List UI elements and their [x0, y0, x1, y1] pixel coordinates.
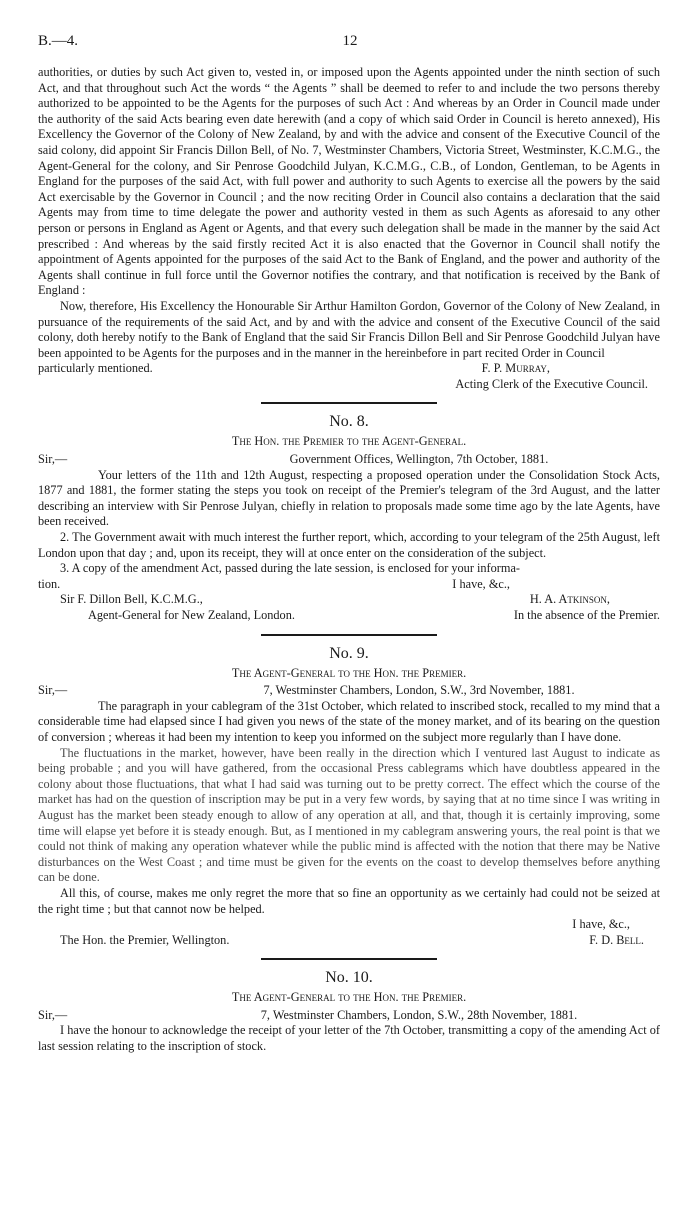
document-reference: B.—4. [38, 33, 79, 49]
letter-address-row [38, 1008, 660, 1024]
document-body [38, 65, 660, 1055]
signature-row-2 [38, 608, 660, 624]
signer-name: F. D. Bell. [589, 932, 644, 947]
letter-paragraph-3: All this, of course, makes me only regret the more that so fine an opportunity as we certainly had could not be seized at the right time ; but that cannot now be helped. [38, 885, 660, 916]
section-divider [261, 958, 437, 960]
page-header [38, 33, 662, 53]
letter-route: The Hon. the Premier to the Agent-General. [231, 434, 467, 449]
salutation: Sir,— [38, 452, 68, 467]
signature-row-1 [38, 592, 660, 608]
closing: I have, &c., [572, 917, 630, 932]
letter-route: The Agent-General to the Hon. the Premier. [231, 665, 467, 680]
letter-paragraph-2: The fluctuations in the market, however, have been really in the direction which I ventured last August to indicate as being probable ; and you will have gathered, from the occasional Press cablegrams which have doubtless appeared in the colony about those fluctuations, that what I had said was turning out to be pretty correct. The effect which the course of the market has had on the question of inscription may be put in a very few words, by saying that at no time since I was writing in August has the market been steady enough to allow of any operation at all, and that, though it is certainly improving, some time will elapse yet before it is steady enough. But, as I mentioned in my cablegram answering yours, the real point is that we could not think of making any operation whatever while the public mind is affected with the notion that there may be Native disturbances on the West Coast ; and time must be given for the events on the coast to develop themselves before anything can be done. [38, 745, 660, 885]
intro-paragraph-2: Now, therefore, His Excellency the Honourable Sir Arthur Hamilton Gordon, Governor of the Colony of New Zealand, in pursuance of the requirements of the said Act, and by and with the advice and consent of the Executive Council of the said colony, doth hereby notify to the Bank of England that the said Sir Francis Dillon Bell and Sir Penrose Goodchild Julyan have been appointed to be Agents for the purposes and in the manner in the hereinbefore in part recited Order in Council [38, 298, 660, 360]
letter-paragraph-1: Your letters of the 11th and 12th August, respecting a proposed operation under the Consolidation Stock Acts, 1877 and 1881, the former stating the steps you took on receipt of the Premier's telegram of the 3rd August, and the latter describing an interview with Sir Penrose Julyan, chiefly in relation to proposals made some time ago by the late Agents, have been received. [38, 467, 660, 529]
letter-address-row [38, 683, 660, 699]
recipient-title: Agent-General for New Zealand, London. [88, 608, 295, 622]
intro-paragraph-2-end: particularly mentioned. [38, 361, 153, 376]
intro-paragraph-1: authorities, or duties by such Act given to, vested in, or imposed upon the Agents appointed under the ninth section of such Act, and that throughout such Act the words “ the Agents ” shall be deemed to refer to and include the two persons thereby authorized to be appointed to be the Agents for the purposes of such Act : And whereas by an Order in Council made under the authority of the said Acts bearing even date herewith (and a copy of which said Order in Council is hereto annexed), His Excellency the Governor of the Colony of New Zealand, by and with the advice and consent of the Executive Council of the said colony, did appoint Sir Francis Dillon Bell, of No. 7, Westminster Chambers, Victoria Street, Westminster, K.C.M.G., the Agent-General for the colony, and Sir Penrose Goodchild Julyan, K.C.M.G., C.B., of London, Gentleman, to be Agents in England for the purposes of the said Act, with full power and authority to such Agents to exercise all the powers by the said Act exercisable by the Governor in Council ; and the now reciting Order in Council also contains a declaration that the said Agents may from time to time delegate the power and authority vested in them as such Agents as aforesaid to any other person or persons in England as Agent or Agents, and that every such delegation shall be made in the manner by the said Act prescribed : And whereas by the said firstly recited Act it is also enacted that the Governor in Council shall notify the appointment of Agents appointed for the purposes of the said Act to the Bank of England, and the power and authority of the Agents shall continue in full force until the Governor notifies the contrary, and that notification is received by the Bank of England : [38, 65, 660, 298]
letter-number: No. 10. [325, 969, 373, 987]
signer-note: In the absence of the Premier. [513, 608, 660, 622]
letter-paragraph-2: 2. The Government await with much interest the further report, which, according to your telegram of the 25th August, left London upon that day ; and, upon its receipt, they will at once enter on the consideration of the subject. [38, 530, 660, 560]
letter-paragraph-3: 3. A copy of the amendment Act, passed during the late session, is enclosed for your informa- [60, 561, 521, 576]
closing-row [38, 577, 660, 593]
signature-row [38, 933, 660, 949]
letter-number: No. 8. [329, 413, 369, 431]
section-divider [261, 634, 437, 636]
letter-no-10 [38, 958, 660, 1054]
intro-signer-title: Acting Clerk of the Executive Council. [455, 376, 648, 391]
salutation: Sir,— [38, 1007, 68, 1022]
letter-paragraph-1: I have the honour to acknowledge the receipt of your letter of the 7th October, transmitting a copy of the amending Act of last session relating to the inscription of stock. [38, 1023, 660, 1054]
letter-no-9 [38, 634, 660, 949]
letter-route: The Agent-General to the Hon. the Premier. [231, 990, 467, 1005]
intro-signature-row [38, 361, 660, 377]
page-number: 12 [342, 33, 358, 49]
letter-paragraph-3-end: tion. [38, 576, 61, 591]
letter-number: No. 9. [329, 644, 369, 662]
closing: I have, &c., [452, 576, 510, 591]
sender-address: Government Offices, Wellington, 7th October, 1881. [289, 452, 549, 467]
letter-paragraph-1: The paragraph in your cablegram of the 31st October, which related to inscribed stock, recalled to my mind that a considerable time had elapsed since I had given you news of the state of the money market, and of its bearing on the question of conversion ; whereas it had been my intention to keep you informed on the subject more regularly than I have done. [38, 698, 660, 744]
letter-address-row [38, 452, 660, 468]
letter-no-8 [38, 402, 660, 623]
recipient-name: Sir F. Dillon Bell, K.C.M.G., [60, 592, 203, 607]
signer-name: H. A. Atkinson, [529, 592, 610, 607]
intro-section [38, 65, 660, 392]
salutation: Sir,— [38, 683, 68, 698]
sender-address: 7, Westminster Chambers, London, S.W., 3rd November, 1881. [263, 683, 575, 698]
sender-address: 7, Westminster Chambers, London, S.W., 28th November, 1881. [260, 1007, 578, 1022]
intro-signer: F. P. Murray, [481, 361, 550, 376]
recipient-name: The Hon. the Premier, Wellington. [60, 932, 230, 947]
section-divider [261, 402, 437, 404]
